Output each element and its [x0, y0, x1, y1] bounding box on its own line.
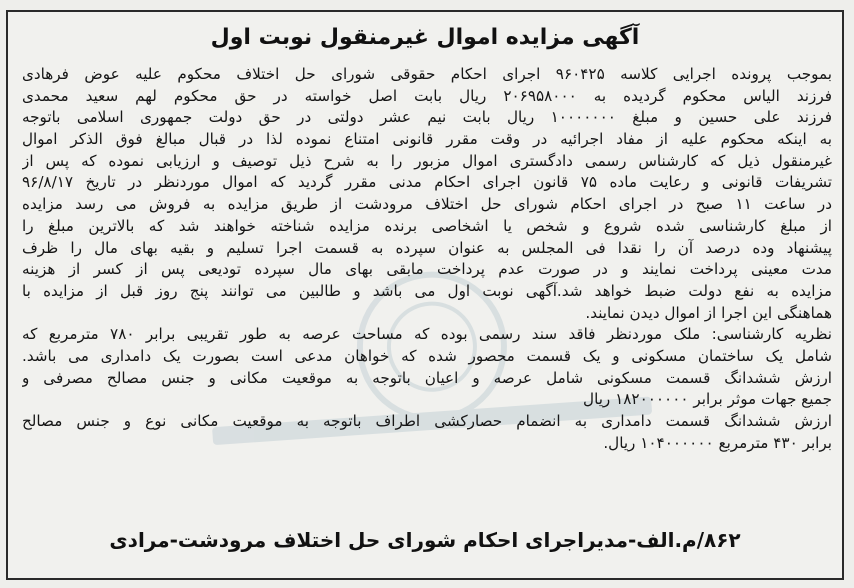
notice-line: پیشنهاد وده درصد آن را نقدا فی المجلس به عنوان سپرده به قسمت اجرا تسلیم و بقیه بهای مال را ظرف: [22, 238, 832, 257]
notice-signature: ۸۶۲/م.الف-مدیراجرای احکام شورای حل اختلاف مرودشت-مرادی: [109, 528, 741, 552]
notice-line: ارزش ششدانگ قسمت مسکونی شامل عرصه و اعیان باتوجه به موقعیت مکانی و جنس مصالح مصرفی و: [22, 368, 832, 387]
notice-line: شامل یک ساختمان مسکونی و یک قسمت محصور شده که خواهان مدعی است بصورت یک دامداری می باشد.: [22, 346, 832, 365]
notice-frame: [6, 10, 844, 580]
notice-line: مدت معینی پرداخت نمایند و در صورت عدم پرداخت مابقی بهای مال سپرده تودیعی پس از کسر از هزینه: [22, 260, 832, 279]
notice-line: بموجب پرونده اجرایی کلاسه ۹۶۰۴۲۵ اجرای احکام حقوقی شورای حل اختلاف محکوم علیه عوض فرهادی: [22, 65, 832, 83]
notice-line: غیرمنقول ذیل که کارشناس رسمی دادگستری اموال مزبور را به شرح ذیل توصیف و ارزیابی نموده که پس از: [22, 151, 832, 170]
notice-line: ارزش ششدانگ قسمت دامداری به انضمام حصارکشی اطراف باتوجه به موقعیت مکانی نوع و جنس مصالح: [22, 412, 832, 430]
notice-line: از مبلغ کارشناسی شده شروع و شخص یا اشخاصی برنده مزایده شناخته خواهند شد که بالاترین مبلغ را: [22, 216, 832, 235]
notice-line: فرزند الیاس محکوم گردیده به ۲۰۶۹۵۸۰۰۰ ریال بابت اصل خواسته در حق محکوم لهم سعید محمدی: [22, 86, 832, 105]
notice-line: تشریفات قانونی و رعایت ماده ۷۵ قانون اجرای احکام مدنی مقرر گردید که اموال موردنظر در تاریخ ۹۶/۸/۱۷: [22, 173, 832, 192]
notice-line: هماهنگی این اجرا از اموال دیدن نمایند.: [585, 303, 832, 322]
notice-line: مزایده به نفع دولت ضبط خواهد شد.آگهی نوبت اول می باشد و طالبین می توانند پنج روز قبل از مزایده با: [22, 281, 832, 300]
notice-line: جمیع جهات موثر برابر ۱۸۲۰۰۰۰۰۰ ریال: [583, 390, 832, 409]
notice-line: برابر ۴۳۰ مترمربع ۱۰۴۰۰۰۰۰۰ ریال.: [603, 433, 832, 452]
notice-line: نظریه کارشناسی: ملک موردنظر فاقد سند رسمی بوده که مساحت عرصه به طور تقریبی برابر ۷۸۰ مترمربع که: [22, 325, 832, 344]
notice-line: فرزند علی حسین و مبلغ ۱۰۰۰۰۰۰۰ ریال بابت نیم عشر دولتی در حق دولت جمهوری اسلامی باتوجه: [22, 108, 832, 127]
notice-line: در ساعت ۱۱ صبح در اجرای احکام شورای حل اختلاف مرودشت از طریق مزایده به فروش می رسد مزایده: [22, 195, 832, 214]
notice-title: آگهی مزایده اموال غیرمنقول نوبت اول: [210, 25, 640, 50]
notice-body: [22, 64, 832, 454]
notice-line: به اینکه محکوم علیه از مفاد اجرائیه در وقت مقرر قانونی امتناع نموده لذا در قبال مبالغ فوق الذکر اموال: [22, 130, 832, 149]
